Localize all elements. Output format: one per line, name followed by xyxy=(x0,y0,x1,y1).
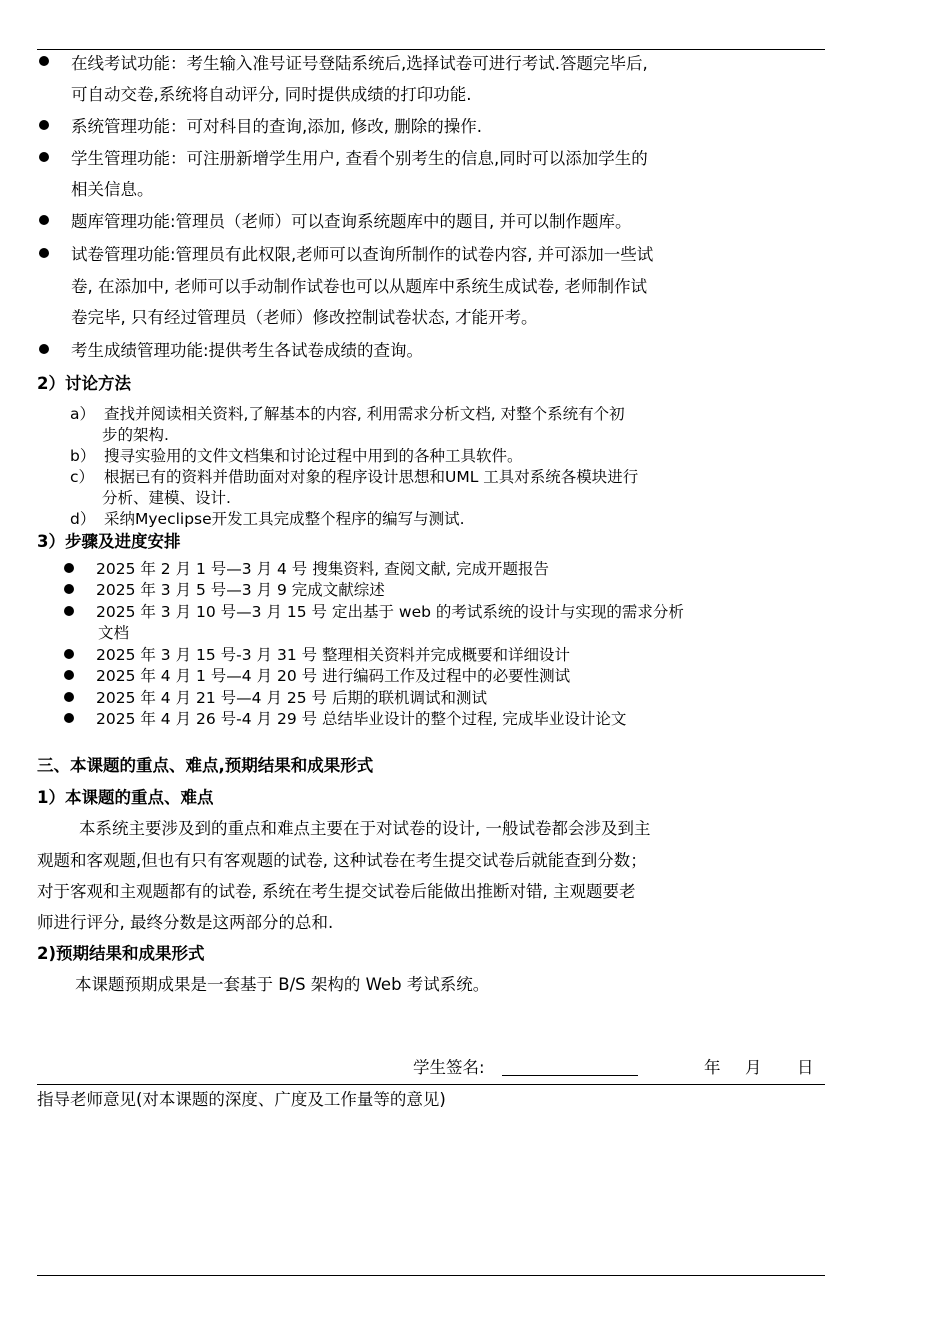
feature-line: 题库管理功能:管理员（老师）可以查询系统题库中的题目, 并可以制作题库。 xyxy=(71,212,632,231)
bullet-icon xyxy=(64,670,74,680)
bullet-icon xyxy=(64,563,74,573)
method-line: 采纳Myeclipse开发工具完成整个程序的编写与测试. xyxy=(104,510,465,528)
signature-month: 月 xyxy=(745,1058,762,1077)
feature-line: 试卷管理功能:管理员有此权限,老师可以查询所制作的试卷内容, 并可添加一些试 xyxy=(71,245,654,264)
bullet-icon xyxy=(39,215,49,225)
method-line: 根据已有的资料并借助面对对象的程序设计思想和UML 工具对系统各模块进行 xyxy=(104,468,639,486)
section3-sub2: 2)预期结果和成果形式 xyxy=(37,944,205,963)
section3-para-line: 师进行评分, 最终分数是这两部分的总和. xyxy=(37,913,334,932)
schedule-line: 2025 年 3 月 15 号-3 月 31 号 整理相关资料并完成概要和详细设计 xyxy=(96,646,571,664)
schedule-line: 文档 xyxy=(98,624,130,642)
bullet-icon xyxy=(39,344,49,354)
schedule-line: 2025 年 4 月 1 号—4 月 20 号 进行编码工作及过程中的必要性测试 xyxy=(96,667,571,685)
method-line: 搜寻实验用的文件文档集和讨论过程中用到的各种工具软件。 xyxy=(104,447,523,465)
section3-para-line: 本系统主要涉及到的重点和难点主要在于对试卷的设计, 一般试卷都会涉及到主 xyxy=(79,819,651,838)
feature-line: 考生成绩管理功能:提供考生各试卷成绩的查询。 xyxy=(71,341,424,360)
section3-sub1: 1）本课题的重点、难点 xyxy=(37,788,214,807)
section3-heading: 三、本课题的重点、难点,预期结果和成果形式 xyxy=(37,756,374,775)
method-line: 查找并阅读相关资料,了解基本的内容, 利用需求分析文档, 对整个系统有个初 xyxy=(104,405,625,423)
section3-para-line: 对于客观和主观题都有的试卷, 系统在考生提交试卷后能做出推断对错, 主观题要老 xyxy=(37,882,636,901)
schedule-line: 2025 年 4 月 21 号—4 月 25 号 后期的联机调试和测试 xyxy=(96,689,487,707)
bullet-icon xyxy=(64,606,74,616)
schedule-line: 2025 年 3 月 5 号—3 月 9 完成文献综述 xyxy=(96,581,385,599)
method-marker: c） xyxy=(70,468,95,486)
schedule-heading: 3）步骤及进度安排 xyxy=(37,532,181,551)
signature-day: 日 xyxy=(797,1058,814,1077)
method-marker: a） xyxy=(70,405,95,423)
feature-line: 卷, 在添加中, 老师可以手动制作试卷也可以从题库中系统生成试卷, 老师制作试 xyxy=(71,277,647,296)
bullet-icon xyxy=(64,692,74,702)
bullet-icon xyxy=(64,584,74,594)
section3-para-line: 观题和客观题,但也有只有客观题的试卷, 这种试卷在考生提交试卷后就能查到分数； xyxy=(37,851,647,870)
feature-line: 学生管理功能：可注册新增学生用户, 查看个别考生的信息,同时可以添加学生的 xyxy=(71,149,648,168)
schedule-line: 2025 年 4 月 26 号-4 月 29 号 总结毕业设计的整个过程, 完成毕业设计论文 xyxy=(96,710,627,728)
feature-line: 系统管理功能：可对科目的查询,添加, 修改, 删除的操作. xyxy=(71,117,482,136)
signature-label: 学生签名: xyxy=(413,1058,485,1077)
feature-line: 可自动交卷,系统将自动评分, 同时提供成绩的打印功能. xyxy=(71,85,472,104)
signature-line[interactable] xyxy=(502,1057,638,1076)
feature-line: 相关信息。 xyxy=(71,180,154,199)
bottom-rule xyxy=(37,1275,825,1276)
bullet-icon xyxy=(64,713,74,723)
section3-para2: 本课题预期成果是一套基于 B/S 架构的 Web 考试系统。 xyxy=(75,975,490,994)
feature-line: 卷完毕, 只有经过管理员（老师）修改控制试卷状态, 才能开考。 xyxy=(71,308,538,327)
method-line: 分析、建模、设计. xyxy=(102,489,231,507)
signature-rule xyxy=(37,1084,825,1085)
signature-year: 年 xyxy=(704,1058,721,1077)
bullet-icon xyxy=(39,248,49,258)
bullet-icon xyxy=(39,120,49,130)
schedule-line: 2025 年 3 月 10 号—3 月 15 号 定出基于 web 的考试系统的设计与实现的需求分析 xyxy=(96,603,684,621)
schedule-line: 2025 年 2 月 1 号—3 月 4 号 搜集资料, 查阅文献, 完成开题报告 xyxy=(96,560,549,578)
advisor-label: 指导老师意见(对本课题的深度、广度及工作量等的意见) xyxy=(37,1090,446,1109)
bullet-icon xyxy=(64,649,74,659)
feature-line: 在线考试功能：考生输入准号证号登陆系统后,选择试卷可进行考试.答题完毕后, xyxy=(71,54,648,73)
methods-heading: 2）讨论方法 xyxy=(37,374,131,393)
bullet-icon xyxy=(39,152,49,162)
bullet-icon xyxy=(39,56,49,66)
method-line: 步的架构. xyxy=(102,426,169,444)
method-marker: b） xyxy=(70,447,96,465)
method-marker: d） xyxy=(70,510,96,528)
